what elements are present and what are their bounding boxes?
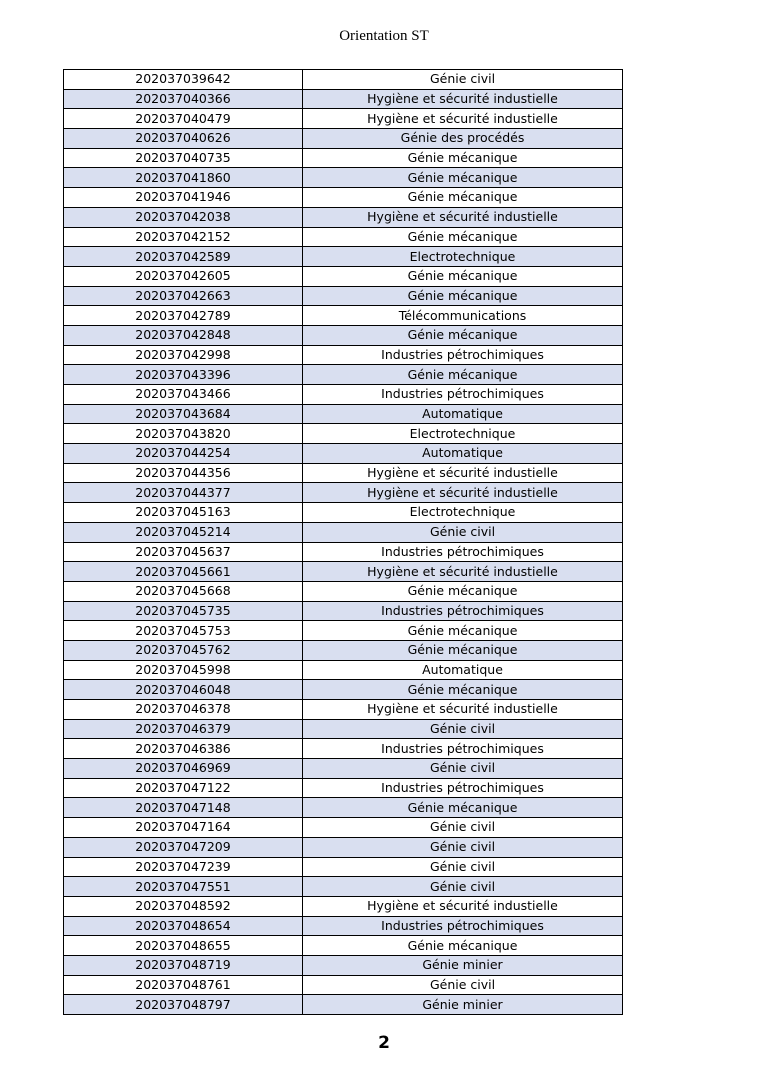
specialty-cell: Génie civil: [303, 759, 623, 779]
table-row: [64, 955, 623, 975]
student-id-cell: 202037048719: [64, 955, 303, 975]
student-id-cell: 202037045661: [64, 562, 303, 582]
specialty-cell: Electrotechnique: [303, 247, 623, 267]
table-row: [64, 719, 623, 739]
student-id-cell: 202037041860: [64, 168, 303, 188]
orientation-table-body: [64, 70, 623, 1015]
student-id-cell: 202037044254: [64, 444, 303, 464]
student-id-cell: 202037042038: [64, 207, 303, 227]
student-id-cell: 202037048761: [64, 975, 303, 995]
table-row: [64, 503, 623, 523]
student-id-cell: 202037045998: [64, 660, 303, 680]
student-id-cell: 202037043684: [64, 404, 303, 424]
table-row: [64, 877, 623, 897]
table-row: [64, 857, 623, 877]
table-row: [64, 798, 623, 818]
orientation-table: [63, 69, 623, 1015]
student-id-cell: 202037042789: [64, 306, 303, 326]
specialty-cell: Hygiène et sécurité industielle: [303, 463, 623, 483]
table-row: [64, 601, 623, 621]
table-row: [64, 89, 623, 109]
student-id-cell: 202037042589: [64, 247, 303, 267]
table-row: [64, 70, 623, 90]
table-row: [64, 168, 623, 188]
table-row: [64, 188, 623, 208]
specialty-cell: Hygiène et sécurité industielle: [303, 109, 623, 129]
specialty-cell: Génie mécanique: [303, 365, 623, 385]
student-id-cell: 202037045753: [64, 621, 303, 641]
student-id-cell: 202037047164: [64, 818, 303, 838]
student-id-cell: 202037046379: [64, 719, 303, 739]
table-row: [64, 522, 623, 542]
specialty-cell: Génie civil: [303, 719, 623, 739]
table-row: [64, 207, 623, 227]
specialty-cell: Hygiène et sécurité industielle: [303, 700, 623, 720]
student-id-cell: 202037045214: [64, 522, 303, 542]
specialty-cell: Génie mécanique: [303, 936, 623, 956]
specialty-cell: Hygiène et sécurité industielle: [303, 207, 623, 227]
page-number: 2: [378, 1033, 390, 1053]
specialty-cell: Industries pétrochimiques: [303, 542, 623, 562]
table-row: [64, 621, 623, 641]
student-id-cell: 202037045163: [64, 503, 303, 523]
student-id-cell: 202037047209: [64, 837, 303, 857]
student-id-cell: 202037039642: [64, 70, 303, 90]
table-row: [64, 936, 623, 956]
table-row: [64, 345, 623, 365]
table-row: [64, 444, 623, 464]
student-id-cell: 202037041946: [64, 188, 303, 208]
student-id-cell: 202037046969: [64, 759, 303, 779]
student-id-cell: 202037042998: [64, 345, 303, 365]
specialty-cell: Génie mécanique: [303, 325, 623, 345]
specialty-cell: Industries pétrochimiques: [303, 778, 623, 798]
specialty-cell: Industries pétrochimiques: [303, 385, 623, 405]
student-id-cell: 202037046386: [64, 739, 303, 759]
student-id-cell: 202037047148: [64, 798, 303, 818]
specialty-cell: Génie mécanique: [303, 168, 623, 188]
student-id-cell: 202037045637: [64, 542, 303, 562]
table-row: [64, 306, 623, 326]
specialty-cell: Hygiène et sécurité industielle: [303, 896, 623, 916]
specialty-cell: Electrotechnique: [303, 503, 623, 523]
student-id-cell: 202037045668: [64, 581, 303, 601]
specialty-cell: Génie mécanique: [303, 680, 623, 700]
table-row: [64, 463, 623, 483]
student-id-cell: 202037043396: [64, 365, 303, 385]
specialty-cell: Génie civil: [303, 522, 623, 542]
student-id-cell: 202037048797: [64, 995, 303, 1015]
specialty-cell: Génie civil: [303, 70, 623, 90]
student-id-cell: 202037040735: [64, 148, 303, 168]
table-row: [64, 837, 623, 857]
student-id-cell: 202037040626: [64, 129, 303, 149]
table-row: [64, 424, 623, 444]
table-row: [64, 385, 623, 405]
page-header-title: Orientation ST: [339, 28, 429, 44]
specialty-cell: Génie mécanique: [303, 581, 623, 601]
table-row: [64, 247, 623, 267]
table-row: [64, 483, 623, 503]
table-row: [64, 995, 623, 1015]
student-id-cell: 202037040479: [64, 109, 303, 129]
table-row: [64, 365, 623, 385]
specialty-cell: Automatique: [303, 444, 623, 464]
table-row: [64, 404, 623, 424]
specialty-cell: Génie minier: [303, 955, 623, 975]
student-id-cell: 202037048654: [64, 916, 303, 936]
table-row: [64, 266, 623, 286]
specialty-cell: Hygiène et sécurité industielle: [303, 562, 623, 582]
table-row: [64, 680, 623, 700]
table-row: [64, 286, 623, 306]
specialty-cell: Génie mécanique: [303, 227, 623, 247]
table-row: [64, 325, 623, 345]
student-id-cell: 202037045735: [64, 601, 303, 621]
specialty-cell: Génie mécanique: [303, 798, 623, 818]
table-row: [64, 739, 623, 759]
specialty-cell: Génie mécanique: [303, 286, 623, 306]
student-id-cell: 202037045762: [64, 640, 303, 660]
student-id-cell: 202037044356: [64, 463, 303, 483]
student-id-cell: 202037044377: [64, 483, 303, 503]
specialty-cell: Génie mécanique: [303, 640, 623, 660]
specialty-cell: Génie mécanique: [303, 148, 623, 168]
specialty-cell: Hygiène et sécurité industielle: [303, 483, 623, 503]
specialty-cell: Industries pétrochimiques: [303, 345, 623, 365]
specialty-cell: Electrotechnique: [303, 424, 623, 444]
specialty-cell: Hygiène et sécurité industielle: [303, 89, 623, 109]
student-id-cell: 202037047551: [64, 877, 303, 897]
specialty-cell: Génie des procédés: [303, 129, 623, 149]
specialty-cell: Industries pétrochimiques: [303, 739, 623, 759]
table-row: [64, 778, 623, 798]
table-row: [64, 542, 623, 562]
specialty-cell: Génie civil: [303, 975, 623, 995]
student-id-cell: 202037040366: [64, 89, 303, 109]
specialty-cell: Industries pétrochimiques: [303, 601, 623, 621]
table-row: [64, 818, 623, 838]
student-id-cell: 202037047122: [64, 778, 303, 798]
student-id-cell: 202037046048: [64, 680, 303, 700]
student-id-cell: 202037042663: [64, 286, 303, 306]
table-row: [64, 975, 623, 995]
table-row: [64, 581, 623, 601]
specialty-cell: Génie civil: [303, 837, 623, 857]
table-row: [64, 562, 623, 582]
student-id-cell: 202037042848: [64, 325, 303, 345]
specialty-cell: Génie civil: [303, 857, 623, 877]
specialty-cell: Génie mécanique: [303, 266, 623, 286]
specialty-cell: Génie civil: [303, 877, 623, 897]
specialty-cell: Télécommunications: [303, 306, 623, 326]
specialty-cell: Génie minier: [303, 995, 623, 1015]
student-id-cell: 202037046378: [64, 700, 303, 720]
student-id-cell: 202037048592: [64, 896, 303, 916]
student-id-cell: 202037042605: [64, 266, 303, 286]
student-id-cell: 202037048655: [64, 936, 303, 956]
specialty-cell: Automatique: [303, 660, 623, 680]
table-row: [64, 148, 623, 168]
student-id-cell: 202037047239: [64, 857, 303, 877]
student-id-cell: 202037043820: [64, 424, 303, 444]
specialty-cell: Automatique: [303, 404, 623, 424]
table-row: [64, 227, 623, 247]
table-row: [64, 896, 623, 916]
specialty-cell: Génie mécanique: [303, 621, 623, 641]
table-row: [64, 109, 623, 129]
table-row: [64, 916, 623, 936]
table-row: [64, 759, 623, 779]
table-row: [64, 700, 623, 720]
table-row: [64, 129, 623, 149]
student-id-cell: 202037042152: [64, 227, 303, 247]
specialty-cell: Génie civil: [303, 818, 623, 838]
student-id-cell: 202037043466: [64, 385, 303, 405]
specialty-cell: Industries pétrochimiques: [303, 916, 623, 936]
table-row: [64, 660, 623, 680]
specialty-cell: Génie mécanique: [303, 188, 623, 208]
table-row: [64, 640, 623, 660]
